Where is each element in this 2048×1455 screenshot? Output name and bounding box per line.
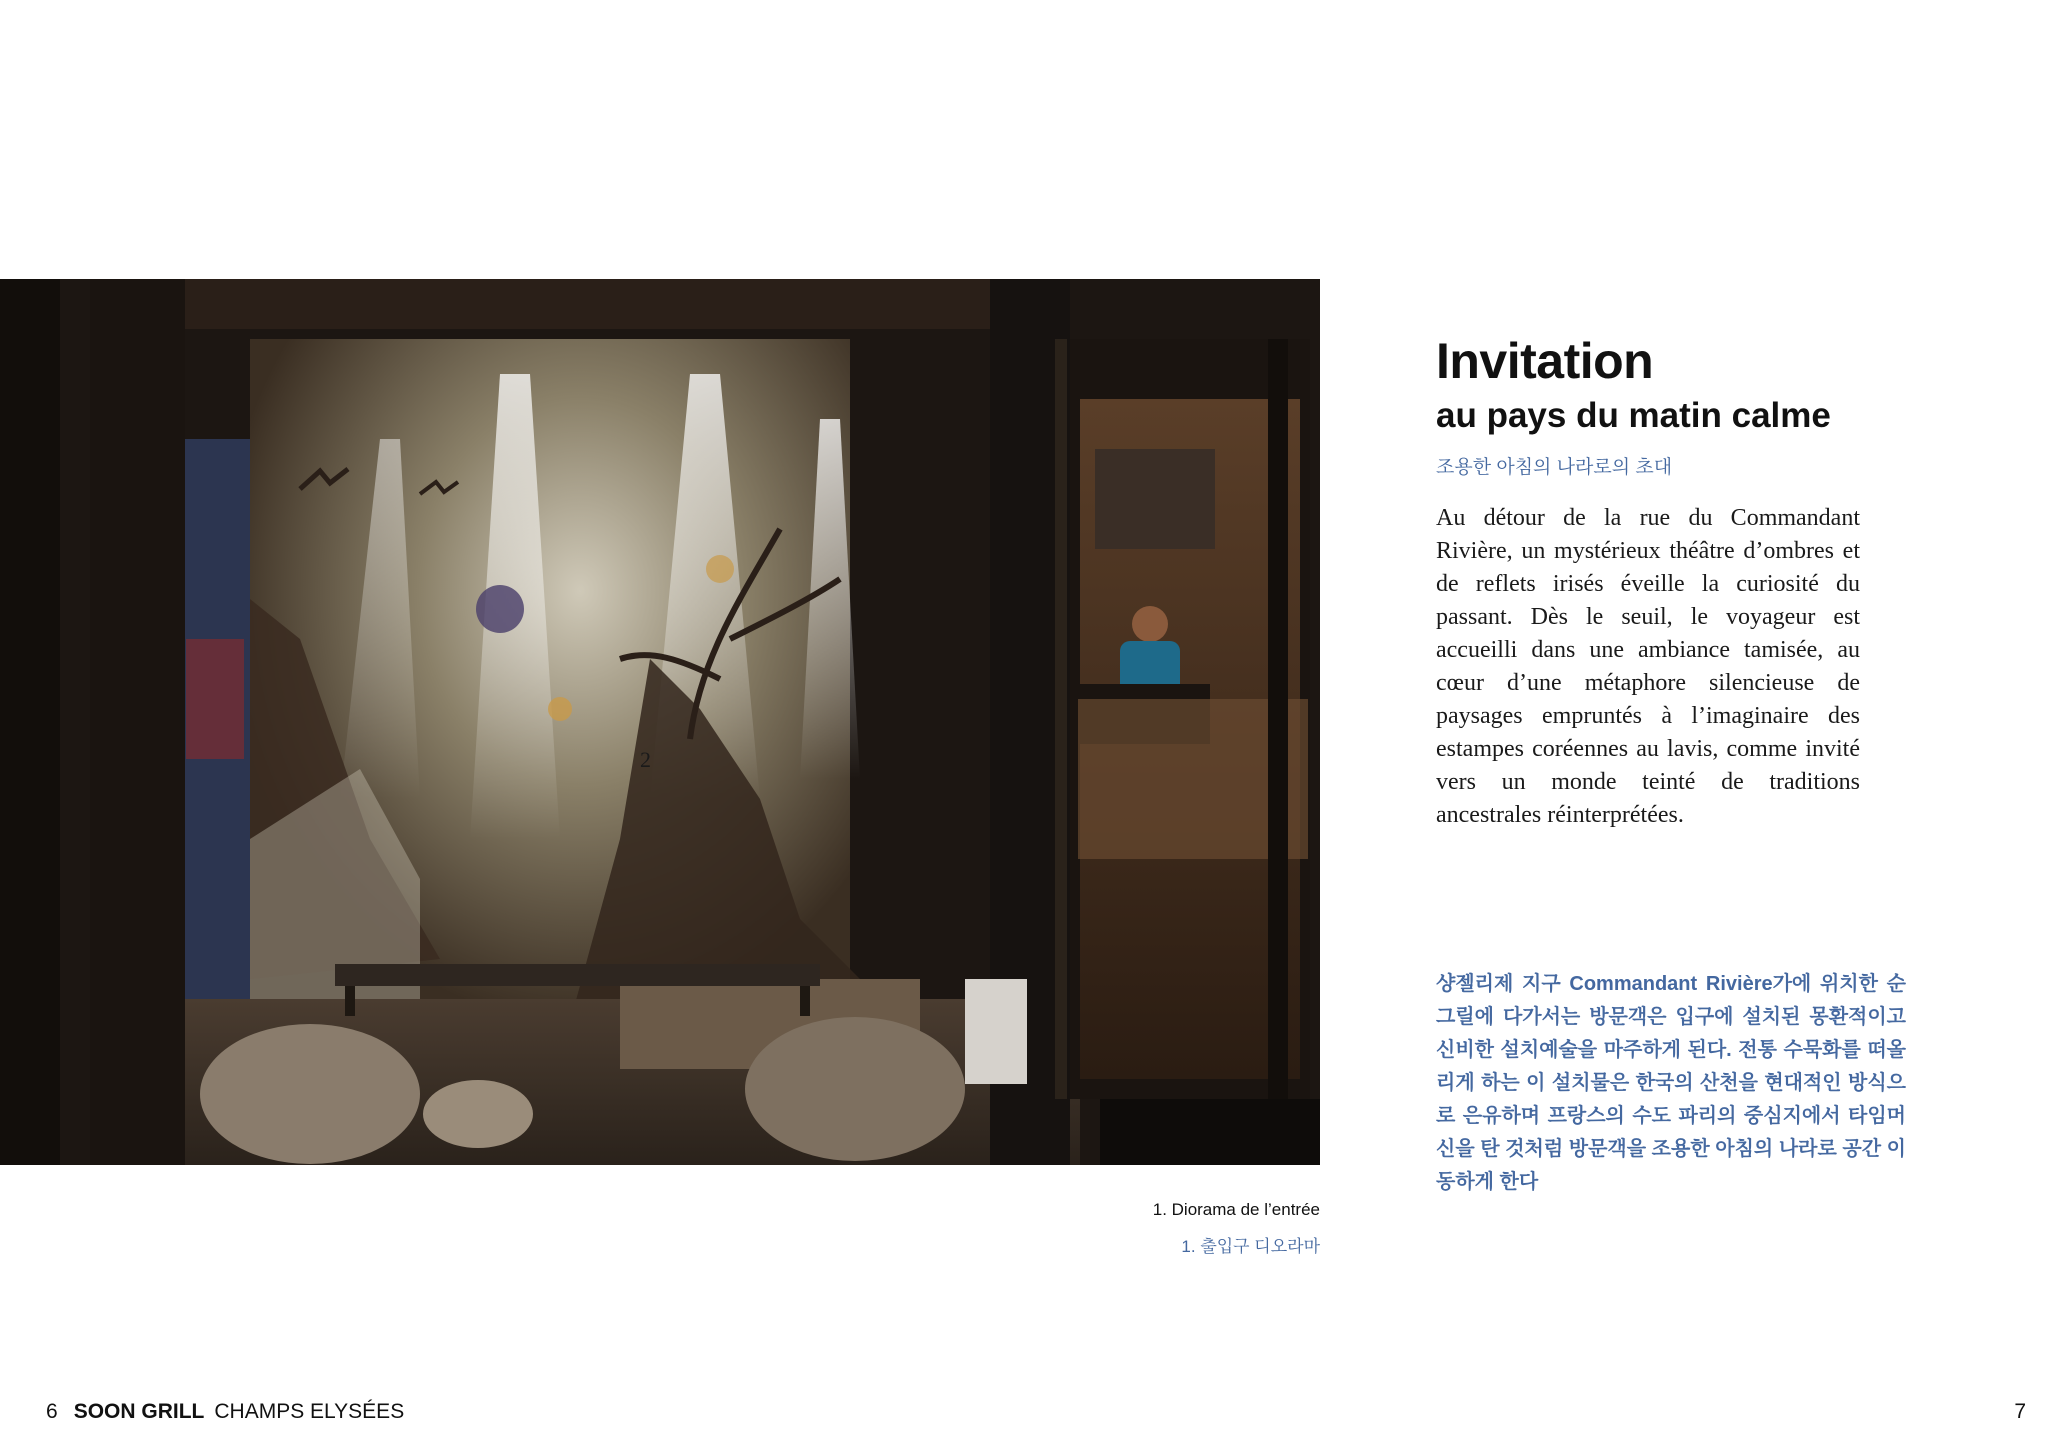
location-name: CHAMPS ELYSÉES: [214, 1400, 405, 1423]
page-number-right: 7: [2014, 1400, 2026, 1423]
photo-marker: 2: [640, 747, 651, 772]
page-subtitle-ko: 조용한 아침의 나라로의 초대: [1436, 457, 1673, 478]
footer-left: [46, 1400, 404, 1424]
photo-caption-ko: 1. 출입구 디오라마: [1181, 1237, 1320, 1256]
page-subtitle: au pays du matin calme: [1436, 396, 1831, 435]
page-number-left: 6: [46, 1400, 58, 1423]
body-text-fr: Au détour de la rue du Commandant Rivière, un mystérieux théâtre d’ombres et de reflets irisés éveille la curiosité du passant. Dès le seuil, le voyageur est accueilli dans une ambiance tamisée, au cœur d’une métaphore silencieuse de paysages empruntés à l’imaginaire des estampes coréennes au lavis, comme invité vers un monde teinté de traditions ancestrales réinterprétées.: [1436, 505, 1860, 828]
page-title: Invitation: [1436, 333, 1654, 389]
body-text-ko: 샹젤리제 지구 Commandant Rivière가에 위치한 순그릴에 다가서는 방문객은 입구에 설치된 몽환적이고 신비한 설치예술을 마주하게 된다. 전통 수묵화를 떠올리게 하는 이 설치물은 한국의 산천을 현대적인 방식으로 은유하며 프랑스의 수도 파리의 중심지에서 타임머신을 탄 것처럼 방문객을 조용한 아침의 나라로 공간 이동하게 한다: [1436, 973, 1906, 1193]
photo-caption-fr: 1. Diorama de l’entrée: [1152, 1200, 1320, 1219]
brand-name: SOON GRILL: [73, 1400, 205, 1423]
entrance-diorama-photo: [0, 279, 1320, 1165]
